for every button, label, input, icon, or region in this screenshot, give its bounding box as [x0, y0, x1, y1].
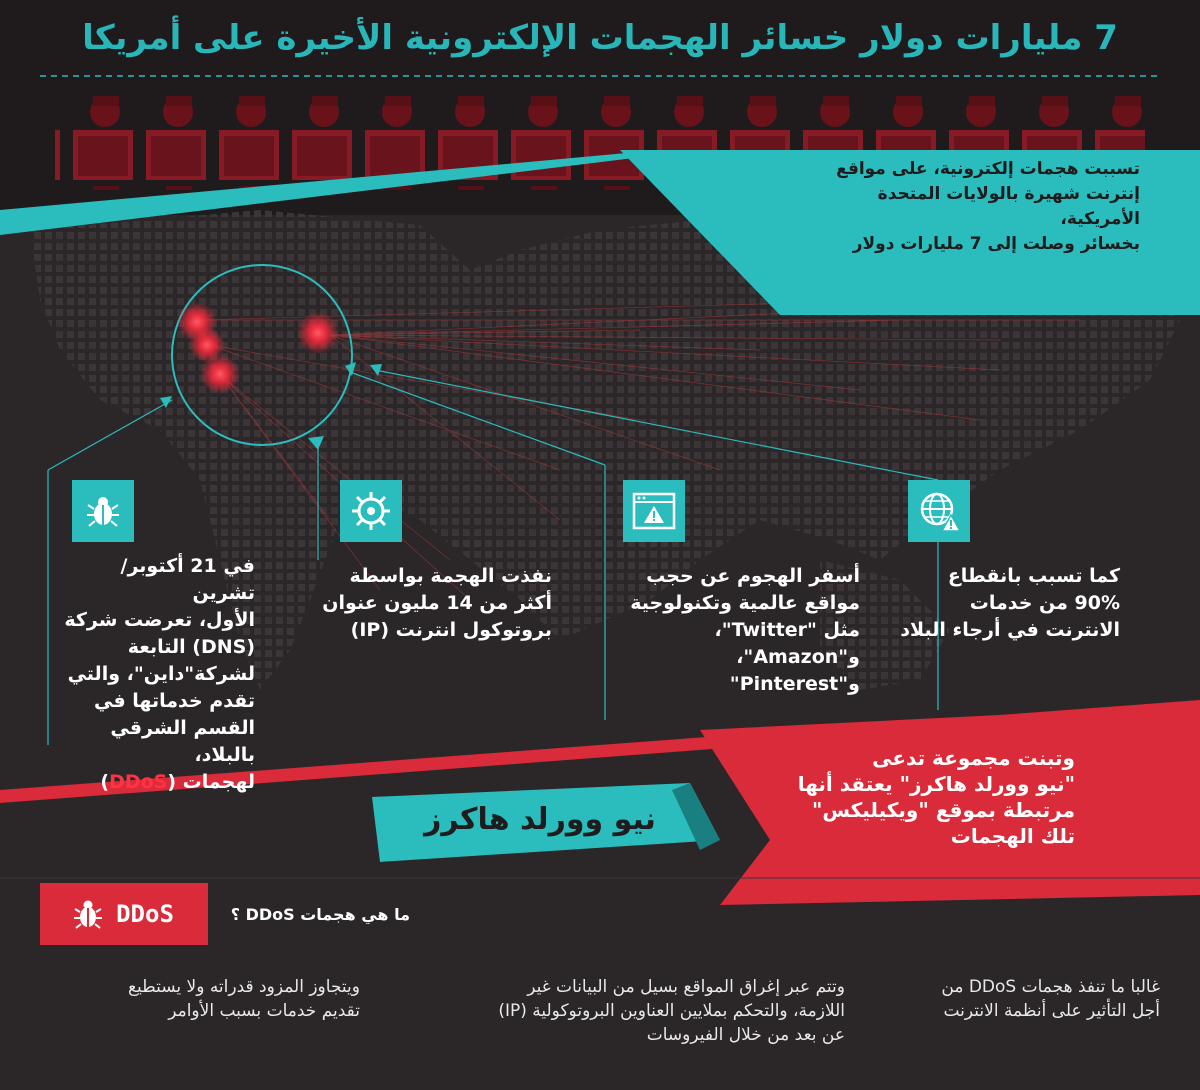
ddos-line: عن بعد من خلال الفيروسات: [646, 1025, 845, 1045]
callout-line: 90% من خدمات: [969, 592, 1120, 614]
ddos-line: أجل التأثير على أنظمة الانترنت: [943, 1001, 1160, 1021]
intro-line: إنترنت شهيرة بالولايات المتحدة الأمريكية،: [877, 184, 1140, 229]
callout-line: مواقع عالمية وتكنولوجية: [630, 592, 860, 614]
callout-line: أكثر من 14 مليون عنوان: [322, 592, 552, 614]
group-line: "نيو وورلد هاكرز" يعتقد أنها: [797, 772, 1075, 796]
callout-line: الأول، تعرضت شركة: [64, 609, 255, 631]
callout-line: أسفر الهجوم عن حجب: [646, 565, 860, 587]
hotspot: [297, 312, 339, 354]
callout-line: بروتوكول انترنت (IP): [350, 619, 552, 641]
callout-line: (DNS) التابعة: [127, 636, 255, 658]
ddos-line: ويتجاوز المزود قدراته ولا يستطيع: [127, 977, 360, 997]
intro-text: [820, 157, 1140, 257]
intro-line: تسببت هجمات إلكترونية، على مواقع: [836, 159, 1140, 179]
callout-line: لشركة"داين"، والتي: [67, 663, 255, 685]
group-line: تلك الهجمات: [950, 824, 1075, 848]
ddos-col-1: [870, 975, 1160, 1023]
group-line: مرتبطة بموقع "ويكيليكس": [811, 798, 1075, 822]
group-line: وتبنت مجموعة تدعى: [872, 746, 1075, 770]
hotspot: [200, 354, 240, 394]
callout-dyn: [55, 553, 255, 796]
crosshair-icon: [340, 480, 402, 542]
ddos-badge: [40, 883, 208, 945]
callout-line: نفذت الهجمة بواسطة: [349, 565, 552, 587]
callout-line: القسم الشرقي بالبلاد،: [110, 717, 255, 766]
callout-line: تقدم خدماتها في: [94, 690, 255, 712]
ddos-line: وتتم عبر إغراق المواقع بسيل من البيانات غير: [527, 977, 845, 997]
ddos-question: ما هي هجمات DDoS ؟: [230, 905, 410, 924]
ddos-badge-label: DDoS: [116, 900, 174, 928]
ddos-line: غالبا ما تنفذ هجمات DDoS من: [941, 977, 1160, 997]
ddos-col-2: [415, 975, 845, 1047]
callout-line: و"Pinterest": [729, 673, 860, 695]
browser-warning-icon: [623, 480, 685, 542]
globe-warning-icon: [908, 480, 970, 542]
callout-line: مثل "Twitter"، و"Amazon"،: [714, 619, 860, 668]
callout-line: في 21 أكتوبر/ تشرين: [120, 555, 255, 604]
callout-outage: [880, 563, 1120, 644]
callout-line: الانترنت في أرجاء البلاد: [900, 619, 1120, 641]
group-name: نيو وورلد هاكرز: [424, 802, 656, 837]
intro-line: بخسائر وصلت إلى 7 مليارات دولار: [852, 234, 1140, 254]
ddos-line: تقديم خدمات بسبب الأوامر: [168, 1001, 360, 1021]
bug-icon: [72, 480, 134, 542]
page-title: 7 مليارات دولار خسائر الهجمات الإلكترونية الأخيرة على أمريكا: [82, 18, 1118, 58]
bug-icon: [74, 898, 102, 930]
ddos-line: اللازمة، والتحكم بملايين العناوين البروتوكولية (IP): [498, 1001, 845, 1021]
ddos-highlight: DDoS: [109, 771, 168, 793]
ddos-col-3: [55, 975, 360, 1023]
group-text: [775, 745, 1075, 849]
callout-ip: [312, 563, 552, 644]
callout-line: لهجمات (DDoS): [100, 771, 255, 793]
callout-sites: [600, 563, 860, 698]
callout-line: كما تسبب بانقطاع: [947, 565, 1120, 587]
